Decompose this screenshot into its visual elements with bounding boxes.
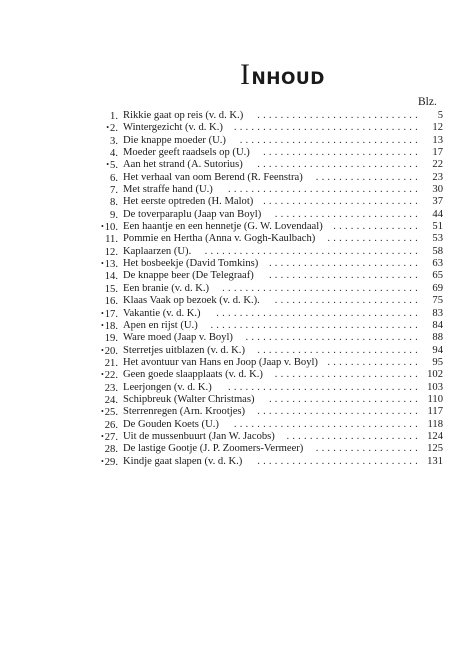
toc-entry-number — [104, 283, 118, 296]
toc-entry-page: 118 — [427, 418, 443, 430]
toc-entry-number-text: 27. — [104, 431, 118, 443]
toc-entry-leader: ....................... — [286, 430, 421, 442]
toc-entry — [95, 246, 443, 258]
toc-entry-title: Wintergezicht (v. d. K.) — [123, 122, 223, 134]
toc-entry-leader: ................ — [327, 356, 421, 368]
toc-entry-number — [101, 456, 118, 469]
toc-entry-leader: .......................... — [268, 270, 421, 282]
toc-entry-page: 95 — [432, 356, 443, 368]
toc-entry-number-text: 22. — [104, 370, 118, 382]
toc-entry-title: Een haantje en een hennetje (G. W. Lovendaal) — [123, 221, 323, 233]
toc-entry-title: Moeder geeft raadsels op (U.) — [123, 147, 250, 159]
toc-entry-leader: ......................... — [274, 208, 421, 220]
toc-entry-number — [104, 233, 118, 246]
toc-entry-page: 12 — [432, 122, 443, 134]
toc-entry-title: Aan het strand (A. Sutorius) — [123, 159, 243, 171]
toc-entry-page: 5 — [437, 110, 443, 121]
toc-entry — [95, 369, 443, 381]
toc-entry-number-text: 2. — [110, 123, 118, 135]
toc-entry-page: 117 — [427, 406, 443, 418]
toc-entry — [95, 196, 443, 208]
toc-entry-leader: .................................... — [210, 319, 421, 331]
toc-entry-number-text: 5. — [110, 160, 118, 172]
toc-entry-page: 88 — [432, 332, 443, 344]
toc-entry-marker: • — [106, 123, 110, 133]
toc-entry-title: Schipbreuk (Walter Christmas) — [123, 393, 255, 405]
toc-entry-number-text: 14. — [104, 271, 118, 283]
toc-entry-page: 83 — [432, 307, 443, 319]
toc-entry — [95, 320, 443, 332]
toc-entry-number-text: 29. — [104, 456, 118, 468]
toc-entry-page: 102 — [427, 369, 443, 381]
toc-entry-leader: ................ — [327, 233, 421, 245]
toc-entry-number-text: 16. — [104, 296, 118, 308]
toc-entry — [95, 283, 443, 295]
toc-entry-leader: .................. — [315, 443, 421, 455]
toc-entry-number-text: 9. — [110, 209, 118, 221]
toc-entry-marker: • — [100, 308, 104, 318]
toc-entry-number — [101, 320, 118, 333]
toc-entry-number — [101, 369, 118, 382]
toc-entry — [95, 209, 443, 221]
toc-entry-number-text: 10. — [104, 222, 118, 234]
toc-entry-number — [104, 357, 118, 370]
toc-entry-page: 131 — [427, 455, 443, 467]
toc-entry — [95, 233, 443, 245]
toc-entry-title: Die knappe moeder (U.) — [123, 134, 226, 146]
toc-entry — [95, 110, 443, 122]
toc-entry-number-text: 17. — [104, 308, 118, 320]
toc-entry-number — [109, 209, 118, 222]
toc-entry-number — [104, 295, 118, 308]
toc-entry-title: Vakantie (v. d. K.) — [123, 307, 201, 319]
toc-entry-title: De Gouden Koets (U.) — [123, 418, 219, 430]
toc-entry-title: Ware moed (Jaap v. Boyl) — [123, 332, 233, 344]
toc-entry-title: Uit de mussenbuurt (Jan W. Jacobs) — [123, 430, 275, 442]
toc-entry — [95, 135, 443, 147]
toc-entry-title: De lastige Gootje (J. P. Zoomers-Vermeer) — [123, 443, 304, 455]
toc-entry-number — [106, 159, 118, 172]
toc-entry-number-text: 28. — [104, 444, 118, 456]
toc-entry-page: 65 — [432, 270, 443, 282]
toc-entry-leader: .............................. — [245, 332, 421, 344]
toc-entry-leader: .................................. — [222, 282, 421, 294]
toc-entry — [95, 456, 443, 468]
toc-entry-number — [101, 221, 118, 234]
toc-entry-page: 63 — [432, 258, 443, 270]
toc-entry — [95, 159, 443, 171]
toc-entry-title: Het verhaal van oom Berend (R. Feenstra) — [123, 171, 303, 183]
toc-entry — [95, 122, 443, 134]
toc-entry-number-text: 6. — [110, 172, 118, 184]
toc-entry-title: Sterrenregen (Arn. Krootjes) — [123, 406, 246, 418]
toc-entry-title: Het eerste optreden (H. Malot) — [123, 196, 254, 208]
toc-entry — [95, 172, 443, 184]
toc-entry-marker: • — [100, 431, 104, 441]
toc-entry-leader: ................................. — [228, 381, 421, 393]
toc-entry-number-text: 21. — [104, 357, 118, 369]
toc-entry-leader: ............................ — [257, 455, 421, 467]
toc-entry-number-text: 26. — [104, 419, 118, 431]
toc-entry-page: 124 — [427, 430, 443, 442]
toc-entry-leader: ............................ — [257, 159, 421, 171]
toc-entry-leader: ......................... — [274, 295, 421, 307]
toc-entry-page: 17 — [432, 147, 443, 159]
toc-entry-number-text: 20. — [104, 345, 118, 357]
toc-entry-leader: ........................... — [263, 196, 421, 208]
toc-entry-number-text: 25. — [104, 407, 118, 419]
toc-entry-leader: ............................ — [257, 110, 421, 121]
toc-entry-number-text: 18. — [104, 320, 118, 332]
toc-entry-page: 44 — [432, 208, 443, 220]
toc-entry — [95, 431, 443, 443]
toc-entry — [95, 443, 443, 455]
toc-entry-title: Het avontuur van Hans en Joop (Jaap v. Boyl) — [123, 356, 318, 368]
toc-entry-number — [101, 308, 118, 321]
toc-entry — [95, 308, 443, 320]
toc-entry-number — [109, 147, 118, 160]
toc-entry-number-text: 4. — [110, 148, 118, 160]
toc-entry-page: 110 — [427, 393, 443, 405]
toc-entry-marker: • — [100, 345, 104, 355]
toc-entry-number-text: 7. — [110, 185, 118, 197]
toc-entry-page: 37 — [432, 196, 443, 208]
toc-entry — [95, 345, 443, 357]
toc-entry-number — [104, 419, 118, 432]
toc-entry-page: 94 — [432, 344, 443, 356]
toc-entry — [95, 406, 443, 418]
toc-entry-number — [104, 443, 118, 456]
toc-entry — [95, 382, 443, 394]
toc-entry-page: 23 — [432, 171, 443, 183]
toc-entry-page: 51 — [432, 221, 443, 233]
toc-entry-leader: ................................ — [233, 122, 421, 134]
toc-entry-leader: ................................. — [228, 184, 421, 196]
toc-entry — [95, 270, 443, 282]
toc-entry-number — [109, 135, 118, 148]
toc-entry — [95, 258, 443, 270]
toc-entry-page: 75 — [432, 295, 443, 307]
toc-entry-title: Leerjongen (v. d. K.) — [123, 381, 212, 393]
toc-entry-page: 84 — [432, 319, 443, 331]
toc-entry-marker: • — [100, 320, 104, 330]
toc-entry-marker: • — [100, 407, 104, 417]
toc-entry — [95, 221, 443, 233]
toc-entry-leader: ............................ — [257, 344, 421, 356]
toc-entry-number-text: 3. — [110, 135, 118, 147]
toc-entry-title: Met straffe hand (U.) — [123, 184, 213, 196]
toc-entry-page: 30 — [432, 184, 443, 196]
toc-entry-number — [101, 258, 118, 271]
toc-entry-number-text: 1. — [110, 111, 118, 122]
toc-entry-leader: .................. — [315, 171, 421, 183]
toc-entry-number-text: 24. — [104, 394, 118, 406]
toc-entry-leader: .......................... — [268, 393, 421, 405]
toc-entry-marker: • — [100, 370, 104, 380]
page-title-initial: I — [240, 58, 251, 91]
toc-entry-title: Kaplaarzen (U). — [123, 245, 192, 257]
toc-entry-page: 69 — [432, 282, 443, 294]
toc-entry-title: Geen goede slaapplaats (v. d. K.) — [123, 369, 263, 381]
table-of-contents — [95, 110, 443, 468]
toc-entry-number — [109, 184, 118, 197]
toc-entry-number — [104, 270, 118, 283]
page-title — [240, 60, 325, 90]
toc-entry-title: Een branie (v. d. K.) — [123, 282, 210, 294]
toc-entry-title: Apen en rijst (U.) — [123, 319, 198, 331]
toc-entry-page: 58 — [432, 245, 443, 257]
toc-entry-leader: ................................ — [233, 418, 421, 430]
toc-entry-page: 53 — [432, 233, 443, 245]
toc-entry-marker: • — [100, 259, 104, 269]
toc-entry-number — [109, 172, 118, 185]
toc-entry-marker: • — [100, 456, 104, 466]
toc-entry-number — [104, 332, 118, 345]
toc-entry-leader: ..................................... — [204, 245, 421, 257]
toc-entry-title: De toverparaplu (Jaap van Boyl) — [123, 208, 262, 220]
toc-entry — [95, 332, 443, 344]
toc-entry-marker: • — [100, 222, 104, 232]
toc-entry-leader: ............................... — [239, 134, 421, 146]
toc-entry — [95, 184, 443, 196]
toc-entry-title: Klaas Vaak op bezoek (v. d. K.). — [123, 295, 260, 307]
toc-entry-number — [109, 110, 118, 123]
toc-entry-leader: ............................ — [257, 406, 421, 418]
toc-entry-leader: ......................... — [274, 369, 421, 381]
toc-entry-leader: ................................... — [216, 307, 421, 319]
toc-entry-number-text: 8. — [110, 197, 118, 209]
toc-entry-number — [106, 122, 118, 135]
toc-entry — [95, 295, 443, 307]
toc-entry-number — [104, 382, 118, 395]
toc-entry-number — [101, 431, 118, 444]
toc-entry-page: 13 — [432, 134, 443, 146]
toc-entry-page: 125 — [427, 443, 443, 455]
toc-entry-number-text: 19. — [104, 333, 118, 345]
toc-entry-marker: • — [106, 160, 110, 170]
toc-entry-leader: .......................... — [268, 258, 421, 270]
toc-entry-number-text: 12. — [104, 246, 118, 258]
toc-entry — [95, 357, 443, 369]
page-column-label: Blz. — [418, 96, 437, 108]
toc-entry-number-text: 23. — [104, 382, 118, 394]
toc-entry-number — [101, 345, 118, 358]
toc-entry-number-text: 13. — [104, 259, 118, 271]
toc-entry — [95, 419, 443, 431]
toc-entry-number-text: 11. — [105, 234, 118, 246]
toc-entry-number — [104, 394, 118, 407]
toc-entry — [95, 147, 443, 159]
toc-entry-number — [101, 406, 118, 419]
toc-entry-title: Sterretjes uitblazen (v. d. K.) — [123, 344, 245, 356]
toc-entry-title: Rikkie gaat op reis (v. d. K.) — [123, 110, 244, 121]
toc-entry-title: Pommie en Hertha (Anna v. Gogh-Kaulbach) — [123, 233, 316, 245]
toc-entry-page: 22 — [432, 159, 443, 171]
page-title-rest: NHOUD — [251, 69, 325, 89]
toc-entry-page: 103 — [427, 381, 443, 393]
toc-entry-number — [104, 246, 118, 259]
toc-entry-number — [109, 196, 118, 209]
toc-entry-title: Kindje gaat slapen (v. d. K.) — [123, 455, 243, 467]
toc-entry-leader: ............... — [333, 221, 421, 233]
toc-entry-title: De knappe beer (De Telegraaf) — [123, 270, 254, 282]
toc-entry-number-text: 15. — [104, 283, 118, 295]
toc-entry-leader: ........................... — [263, 147, 421, 159]
toc-entry — [95, 394, 443, 406]
toc-entry-title: Het bosbeekje (David Tomkins) — [123, 258, 259, 270]
